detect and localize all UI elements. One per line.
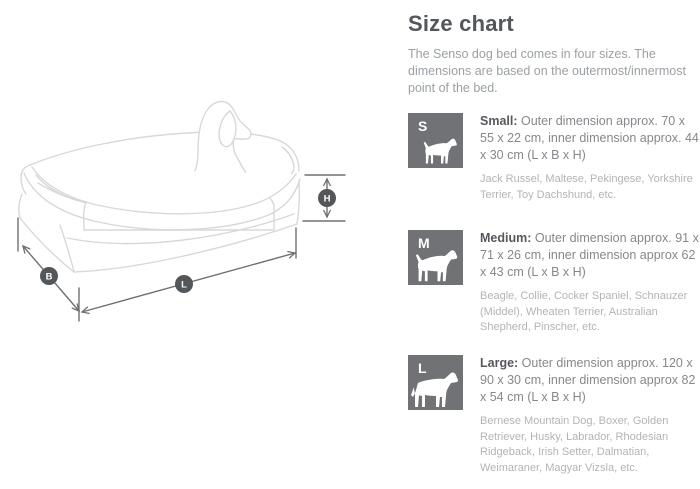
size-dimensions-small xyxy=(480,113,700,164)
small-dog-silhouette-icon xyxy=(423,136,459,165)
size-tile-small xyxy=(408,113,463,168)
size-text-medium xyxy=(480,230,700,336)
size-chart-heading: Size chart xyxy=(408,11,514,36)
dog-bed-diagram xyxy=(12,95,372,335)
size-dimension-text-small: Outer dimension approx. 70 x 55 x 22 cm, inner dimension approx. 44 x 30 cm (L x B x H) xyxy=(480,114,699,162)
size-name-medium: Medium: xyxy=(480,231,532,245)
size-code-small: S xyxy=(418,118,428,134)
size-dimensions-large xyxy=(480,355,700,406)
size-name-large: Large: xyxy=(480,356,519,370)
size-text-small xyxy=(480,113,700,203)
size-dimension-text-large: Outer dimension approx. 120 x 90 x 30 cm, inner dimension approx 82 x 54 cm (L x B x H) xyxy=(480,356,696,404)
medium-dog-silhouette-icon xyxy=(415,247,460,283)
width-badge-label: B xyxy=(45,271,53,283)
size-breeds-large: Bernese Mountain Dog, Boxer, Golden Retriever, Husky, Labrador, Rhodesian Ridgeback, Irish Setter, Dalmatian, Weimaraner, Magyar Vizsla, etc. xyxy=(480,415,669,474)
size-code-medium: M xyxy=(418,235,430,251)
dog-bed-illustration xyxy=(12,95,372,335)
size-tile-large xyxy=(408,355,463,410)
large-dog-silhouette-icon xyxy=(411,369,461,409)
size-text-large xyxy=(480,355,700,476)
size-dimension-text-medium: Outer dimension approx. 91 x 71 x 26 cm, inner dimension approx 62 x 43 cm (L x B x H) xyxy=(480,231,699,279)
size-breeds-small: Jack Russel, Maltese, Pekingese, Yorkshire Terrier, Toy Dachshund, etc. xyxy=(480,173,693,201)
size-code-large: L xyxy=(418,360,427,376)
size-chart-intro: The Senso dog bed comes in four sizes. The dimensions are based on the outermost/innermost point of the bed. xyxy=(408,47,686,95)
size-dimensions-medium xyxy=(480,230,700,281)
length-badge-label: L xyxy=(181,279,187,291)
size-breeds-medium: Beagle, Collie, Cocker Spaniel, Schnauzer (Middel), Wheaten Terrier, Australian Shepherd, Pinscher, etc. xyxy=(480,290,688,333)
size-name-small: Small: xyxy=(480,114,518,128)
size-tile-medium xyxy=(408,230,463,285)
height-badge-label: H xyxy=(323,193,331,205)
